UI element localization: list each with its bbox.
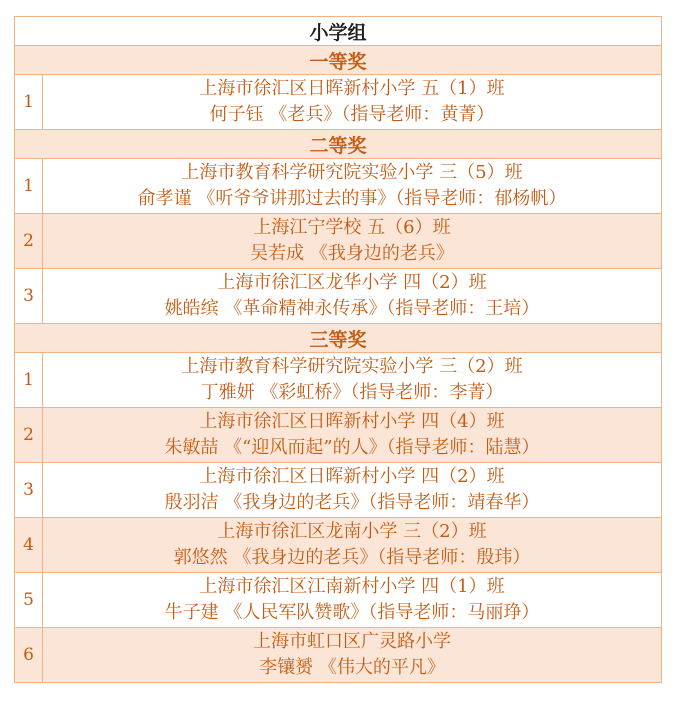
entry-content bbox=[43, 75, 662, 130]
section-row bbox=[15, 130, 662, 159]
entry-number: 3 bbox=[15, 463, 43, 518]
entry-school: 上海市虹口区广灵路小学 bbox=[253, 631, 451, 652]
section-heading: 一等奖 bbox=[15, 46, 662, 75]
entry-school: 上海市教育科学研究院实验小学 三（2）班 bbox=[181, 356, 523, 377]
entry-row bbox=[15, 408, 662, 463]
entry-row bbox=[15, 214, 662, 269]
entry-content bbox=[43, 353, 662, 408]
entry-school: 上海市徐汇区日晖新村小学 四（4）班 bbox=[199, 411, 505, 432]
table-title-row bbox=[15, 17, 662, 46]
entry-school: 上海市徐汇区龙华小学 四（2）班 bbox=[217, 272, 487, 293]
entry-content bbox=[43, 463, 662, 518]
entry-school: 上海市徐汇区龙南小学 三（2）班 bbox=[217, 521, 487, 542]
entry-content bbox=[43, 628, 662, 683]
entry-content bbox=[43, 159, 662, 214]
section-row bbox=[15, 46, 662, 75]
entry-work: 李镶赟 《伟大的平凡》 bbox=[259, 657, 445, 678]
entry-number: 1 bbox=[15, 75, 43, 130]
entry-row bbox=[15, 269, 662, 324]
section-heading: 二等奖 bbox=[15, 130, 662, 159]
entry-row bbox=[15, 159, 662, 214]
section-row bbox=[15, 324, 662, 353]
entry-school: 上海市徐汇区日晖新村小学 四（2）班 bbox=[199, 466, 505, 487]
entry-number: 1 bbox=[15, 353, 43, 408]
entry-work: 殷羽洁 《我身边的老兵》（指导老师：靖春华） bbox=[164, 492, 540, 513]
entry-school: 上海市教育科学研究院实验小学 三（5）班 bbox=[181, 162, 523, 183]
entry-row bbox=[15, 628, 662, 683]
entry-work: 何子钰 《老兵》（指导老师：黄菁） bbox=[209, 104, 495, 125]
entry-work: 牛子建 《人民军队赞歌》（指导老师：马丽琤） bbox=[164, 602, 540, 623]
entry-content bbox=[43, 518, 662, 573]
entry-school: 上海江宁学校 五（6）班 bbox=[253, 217, 451, 238]
entry-work: 吴若成 《我身边的老兵》 bbox=[250, 243, 454, 264]
entry-work: 郭悠然 《我身边的老兵》（指导老师：殷玮） bbox=[173, 547, 531, 568]
entry-content bbox=[43, 214, 662, 269]
entry-school: 上海市徐汇区江南新村小学 四（1）班 bbox=[199, 576, 505, 597]
entry-work: 朱敏喆 《“迎风而起”的人》（指导老师：陆慧） bbox=[164, 437, 540, 458]
entry-row bbox=[15, 518, 662, 573]
entry-number: 2 bbox=[15, 408, 43, 463]
entry-work: 俞孝谨 《听爷爷讲那过去的事》（指导老师：郁杨帆） bbox=[137, 188, 567, 209]
entry-content bbox=[43, 573, 662, 628]
entry-number: 5 bbox=[15, 573, 43, 628]
table-title: 小学组 bbox=[15, 17, 662, 46]
section-heading: 三等奖 bbox=[15, 324, 662, 353]
entry-row bbox=[15, 573, 662, 628]
entry-row bbox=[15, 353, 662, 408]
entry-work: 丁雅妍 《彩虹桥》（指导老师：李菁） bbox=[200, 382, 504, 403]
entry-content bbox=[43, 269, 662, 324]
entry-number: 1 bbox=[15, 159, 43, 214]
entry-work: 姚皓缤 《革命精神永传承》（指导老师：王培） bbox=[164, 298, 540, 319]
entry-row bbox=[15, 463, 662, 518]
entry-number: 2 bbox=[15, 214, 43, 269]
entry-number: 4 bbox=[15, 518, 43, 573]
entry-number: 3 bbox=[15, 269, 43, 324]
entry-row bbox=[15, 75, 662, 130]
entry-content bbox=[43, 408, 662, 463]
entry-school: 上海市徐汇区日晖新村小学 五（1）班 bbox=[199, 78, 505, 99]
entry-number: 6 bbox=[15, 628, 43, 683]
awards-table bbox=[14, 16, 662, 683]
